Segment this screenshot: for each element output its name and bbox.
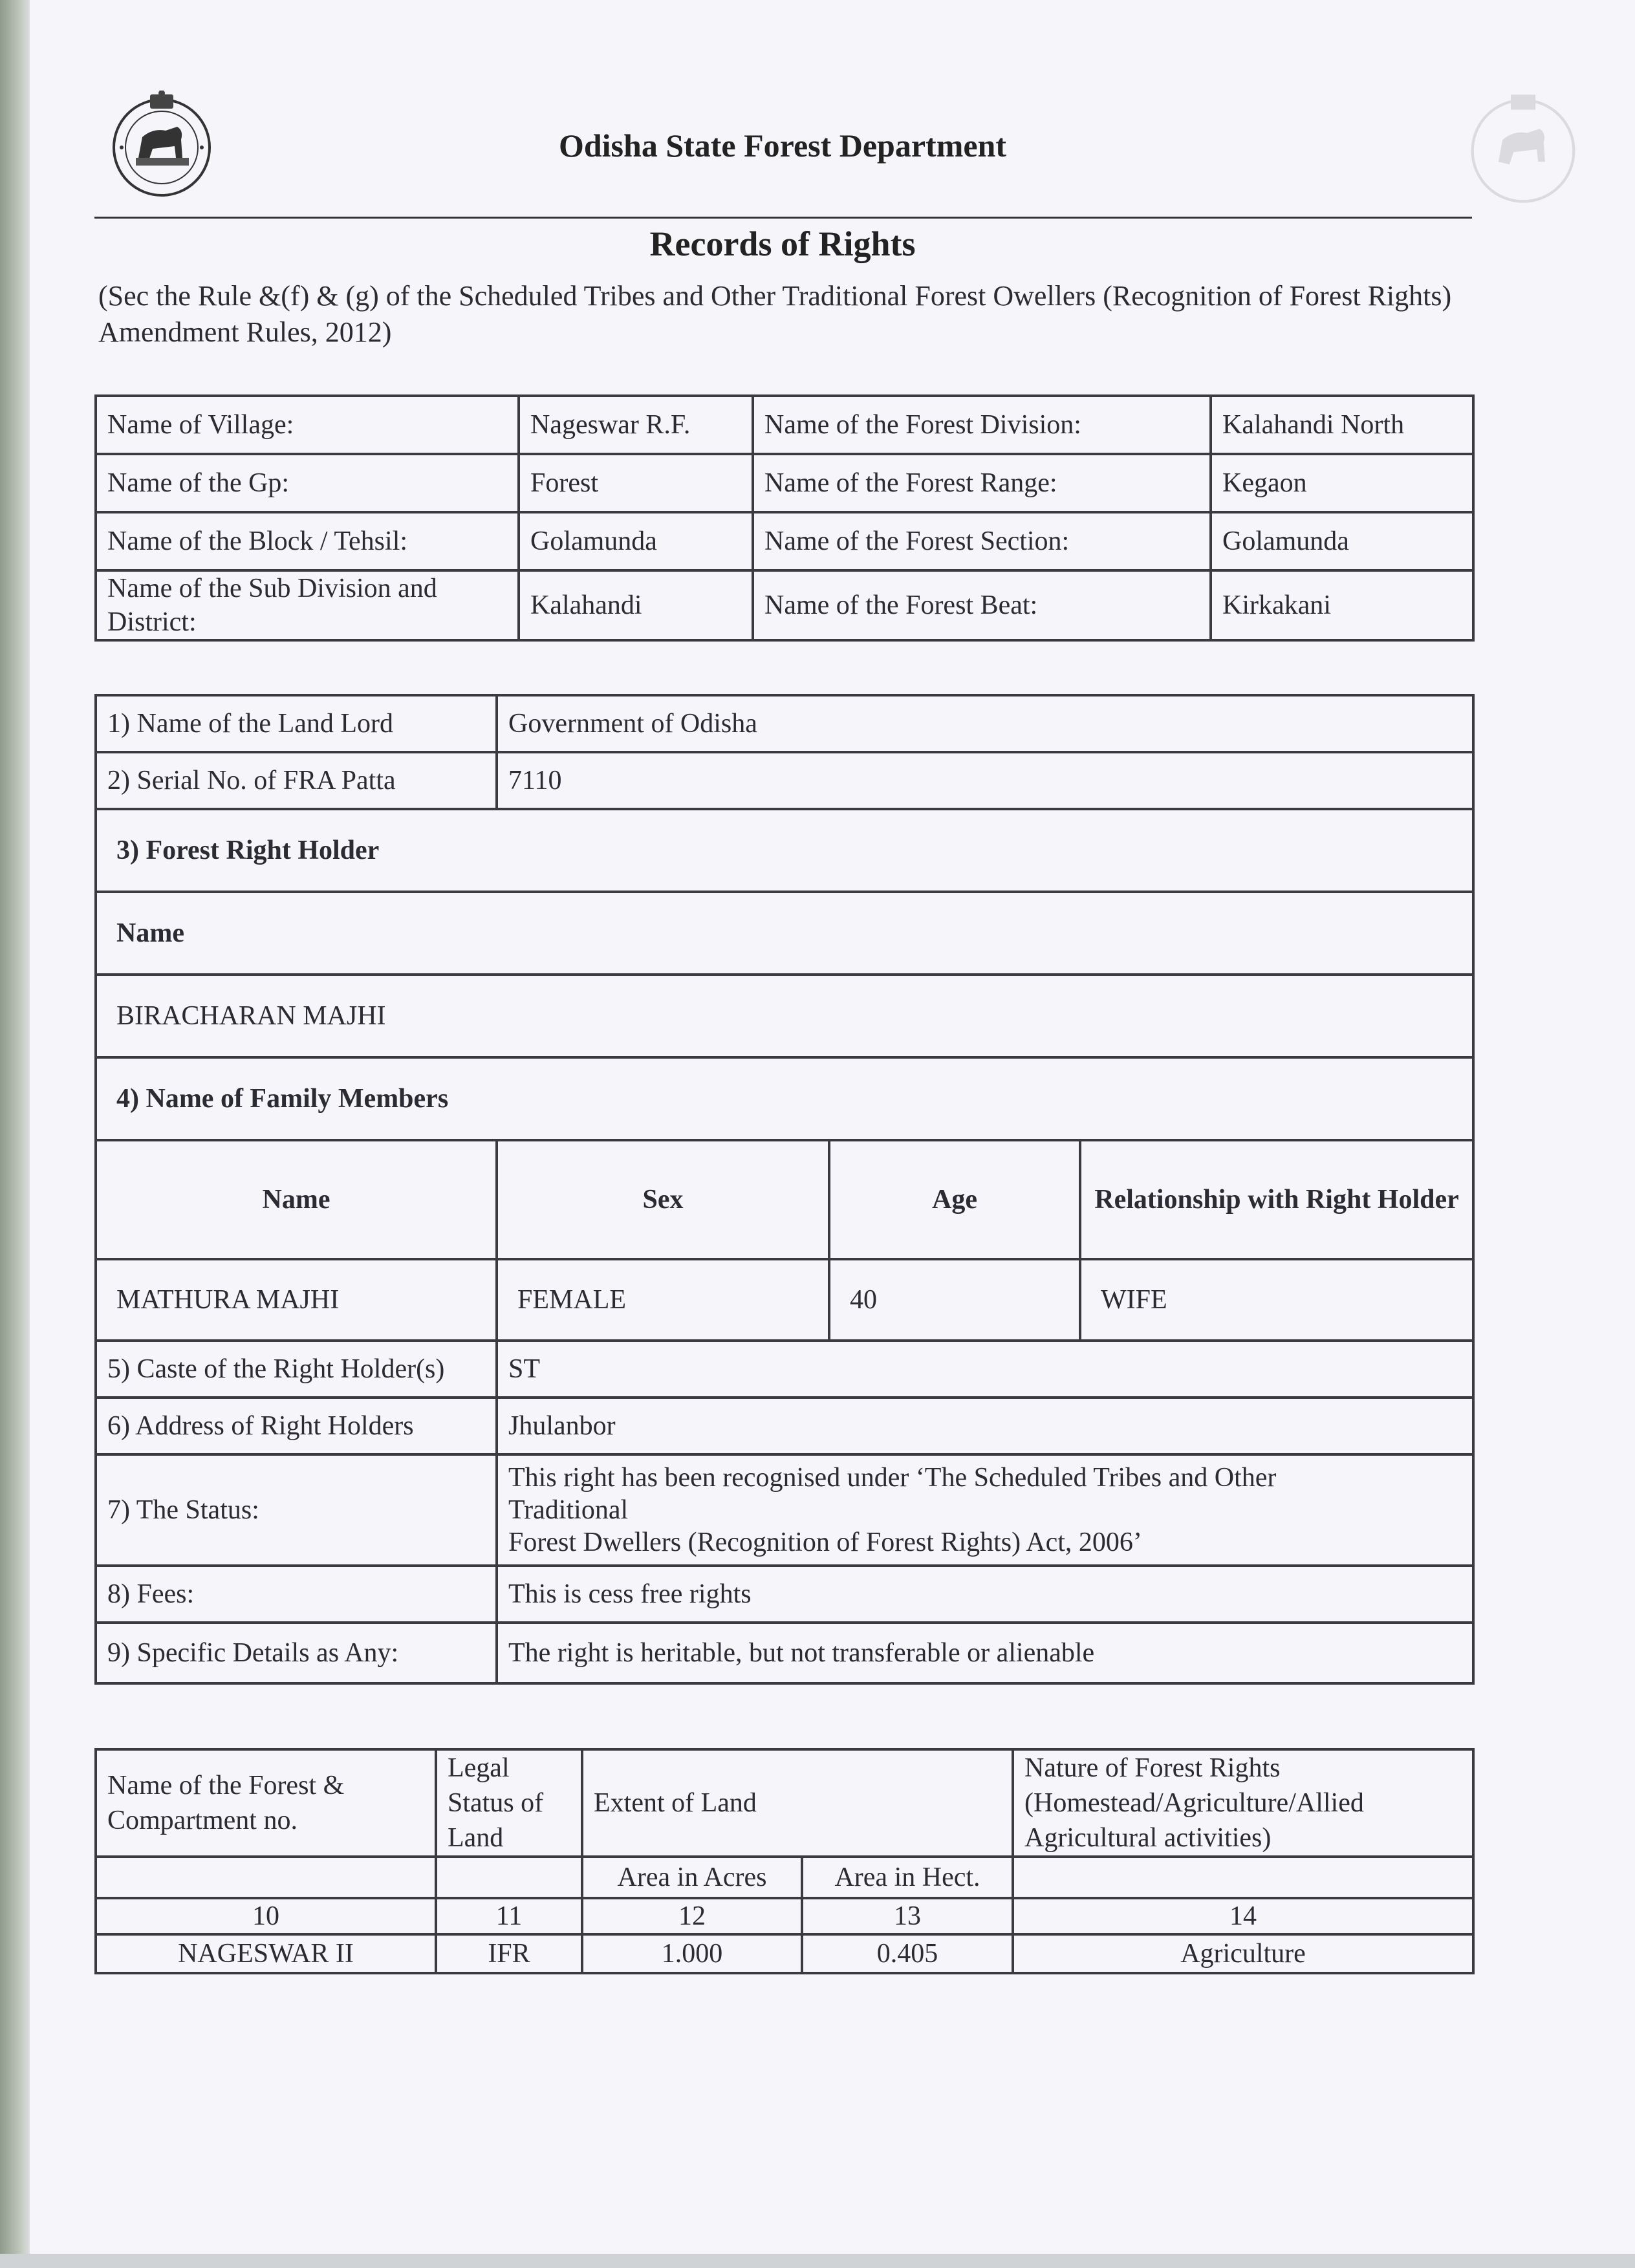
status-line: Traditional (508, 1495, 629, 1525)
family-col-name: Name (96, 1140, 497, 1259)
specific-value: The right is heritable, but not transferable or alienable (497, 1623, 1473, 1683)
rule-reference: (Sec the Rule &(f) & (g) of the Scheduled Tribes and Other Traditional Forest Owellers (Recognition of Forest Rights) Amendment Rules, 2012) (98, 280, 1452, 348)
beat-label: Name of the Forest Beat: (753, 570, 1211, 640)
fees-value: This is cess free rights (497, 1566, 1473, 1623)
subdivision-value: Kalahandi (519, 570, 753, 640)
table-row (96, 1566, 1473, 1623)
table-row (96, 809, 1473, 892)
address-value: Jhulanbor (497, 1398, 1473, 1454)
hect-value: 0.405 (802, 1934, 1013, 1973)
status-value (497, 1454, 1473, 1566)
land-header-row (96, 1749, 1473, 1857)
num-legal: 11 (436, 1898, 582, 1934)
landlord-label: 1) Name of the Land Lord (96, 695, 497, 752)
acres-value: 1.000 (582, 1934, 802, 1973)
family-header-row (96, 1140, 1473, 1259)
village-value: Nageswar R.F. (519, 396, 753, 454)
document-title: Records of Rights (649, 224, 916, 263)
member-name: MATHURA MAJHI (96, 1259, 497, 1341)
range-value: Kegaon (1211, 454, 1473, 512)
division-label: Name of the Forest Division: (753, 396, 1211, 454)
gp-value: Forest (519, 454, 753, 512)
specific-label: 9) Specific Details as Any: (96, 1623, 497, 1683)
num-hect: 13 (802, 1898, 1013, 1934)
division-value: Kalahandi North (1211, 396, 1473, 454)
range-label: Name of the Forest Range: (753, 454, 1211, 512)
holder-name: BIRACHARAN MAJHI (96, 975, 1473, 1057)
department-title: Odisha State Forest Department (558, 127, 1007, 164)
family-member-row (96, 1259, 1473, 1341)
village-label: Name of Village: (96, 396, 519, 454)
name-heading: Name (96, 892, 1473, 975)
empty-cell (1013, 1857, 1473, 1898)
nature-value: Agriculture (1013, 1934, 1473, 1973)
empty-cell (96, 1857, 436, 1898)
block-label: Name of the Block / Tehsil: (96, 512, 519, 570)
table-row (96, 975, 1473, 1057)
family-col-relationship: Relationship with Right Holder (1080, 1140, 1473, 1259)
table-row (96, 454, 1473, 512)
fees-label: 8) Fees: (96, 1566, 497, 1623)
col-forest-compartment: Name of the Forest & Compartment no. (96, 1749, 436, 1857)
section-value: Golamunda (1211, 512, 1473, 570)
subdivision-label: Name of the Sub Division and District: (96, 570, 519, 640)
table-row (96, 1454, 1473, 1566)
num-forest: 10 (96, 1898, 436, 1934)
family-col-age: Age (829, 1140, 1080, 1259)
member-age: 40 (829, 1259, 1080, 1341)
beat-value: Kirkakani (1211, 570, 1473, 640)
col-area-acres: Area in Acres (582, 1857, 802, 1898)
address-label: 6) Address of Right Holders (96, 1398, 497, 1454)
table-row (96, 1341, 1473, 1398)
num-acres: 12 (582, 1898, 802, 1934)
table-row (96, 570, 1473, 640)
header-divider (94, 217, 1472, 219)
empty-cell (436, 1857, 582, 1898)
right-holder-table (94, 694, 1475, 1685)
family-col-sex: Sex (497, 1140, 829, 1259)
col-legal-status: Legal Status of Land (436, 1749, 582, 1857)
table-row (96, 892, 1473, 975)
table-row (96, 1057, 1473, 1140)
scan-edge (0, 0, 30, 2268)
gp-label: Name of the Gp: (96, 454, 519, 512)
table-row (96, 512, 1473, 570)
forest-value: NAGESWAR II (96, 1934, 436, 1973)
status-line: This right has been recognised under ‘The Scheduled Tribes and Other (508, 1463, 1277, 1493)
table-row (96, 752, 1473, 809)
scan-bottom-edge (0, 2254, 1635, 2268)
serial-value: 7110 (497, 752, 1473, 809)
family-heading: 4) Name of Family Members (96, 1057, 1473, 1140)
land-subheader-row (96, 1857, 1473, 1898)
col-nature-of-rights: Nature of Forest Rights (Homestead/Agriculture/Allied Agricultural activities) (1013, 1749, 1473, 1857)
caste-value: ST (497, 1341, 1473, 1398)
land-table (94, 1748, 1475, 1974)
legal-value: IFR (436, 1934, 582, 1973)
block-value: Golamunda (519, 512, 753, 570)
section-label: Name of the Forest Section: (753, 512, 1211, 570)
table-row (96, 396, 1473, 454)
status-label: 7) The Status: (96, 1454, 497, 1566)
status-line: Forest Dwellers (Recognition of Forest Rights) Act, 2006’ (508, 1528, 1142, 1557)
serial-label: 2) Serial No. of FRA Patta (96, 752, 497, 809)
num-nature: 14 (1013, 1898, 1473, 1934)
member-relationship: WIFE (1080, 1259, 1473, 1341)
land-number-row (96, 1898, 1473, 1934)
member-sex: FEMALE (497, 1259, 829, 1341)
table-row (96, 695, 1473, 752)
col-extent-of-land: Extent of Land (582, 1749, 1013, 1857)
landlord-value: Government of Odisha (497, 695, 1473, 752)
holder-heading: 3) Forest Right Holder (96, 809, 1473, 892)
caste-label: 5) Caste of the Right Holder(s) (96, 1341, 497, 1398)
table-row (96, 1398, 1473, 1454)
col-area-hect: Area in Hect. (802, 1857, 1013, 1898)
table-row (96, 1623, 1473, 1683)
land-value-row (96, 1934, 1473, 1973)
location-table (94, 394, 1475, 642)
